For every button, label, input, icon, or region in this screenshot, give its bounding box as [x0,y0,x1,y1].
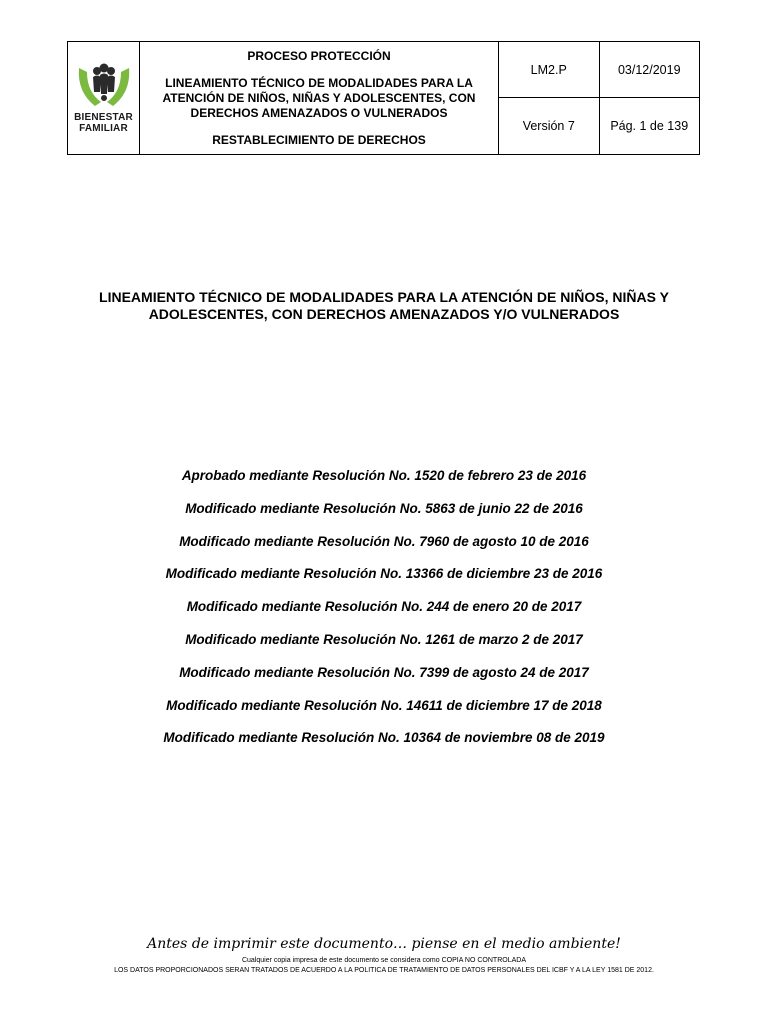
resolution-item: Modificado mediante Resolución No. 14611 de diciembre 17 de 2018 [166,697,602,713]
process-name: PROCESO PROTECCIÓN [247,48,391,63]
resolution-list [60,466,708,761]
copy-notice: Cualquier copia impresa de este documento se considera como COPIA NO CONTROLADA [241,957,526,964]
document-title: LINEAMIENTO TÉCNICO DE MODALIDADES PARA LA ATENCIÓN DE NIÑOS, NIÑAS Y ADOLESCENTES, CON DERECHOS AMENAZADOS Y/O VULNERADOS [99,289,669,322]
document-header-table [67,41,700,155]
resolution-item: Modificado mediante Resolución No. 5863 de junio 22 de 2016 [185,500,583,516]
resolution-item: Modificado mediante Resolución No. 13366 de diciembre 23 de 2016 [165,566,603,582]
document-version: Versión 7 [499,98,600,155]
family-hands-icon [75,62,133,112]
process-title-cell [140,42,499,155]
logo-cell [68,42,140,155]
page-number: Pág. 1 de 139 [599,98,700,155]
resolution-item: Modificado mediante Resolución No. 244 de enero 20 de 2017 [186,599,582,615]
logo-text-line2: FAMILIAR [79,123,128,134]
data-notice: LOS DATOS PROPORCIONADOS SERAN TRATADOS DE ACUERDO A LA POLITICA DE TRATAMIENTO DE DATOS PERSONALES DEL ICBF Y A LA LEY 1581 DE 2012. [114,967,654,974]
resolution-item: Modificado mediante Resolución No. 1261 de marzo 2 de 2017 [185,631,583,647]
resolution-item: Modificado mediante Resolución No. 10364 de noviembre 08 de 2019 [163,730,605,746]
resolution-item: Modificado mediante Resolución No. 7960 de agosto 10 de 2016 [179,533,589,549]
resolution-item: Modificado mediante Resolución No. 7399 de agosto 24 de 2017 [179,664,589,680]
header-title: LINEAMIENTO TÉCNICO DE MODALIDADES PARA LA ATENCIÓN DE NIÑOS, NIÑAS Y ADOLESCENTES, CON DERECHOS AMENAZADOS O VULNERADOS [162,75,476,120]
resolution-item: Aprobado mediante Resolución No. 1520 de febrero 23 de 2016 [181,468,587,483]
header-subtitle: RESTABLECIMIENTO DE DERECHOS [212,132,426,147]
document-date: 03/12/2019 [599,42,700,98]
footer-notices [90,956,678,976]
logo-text-line1: BIENESTAR [74,112,133,123]
document-code: LM2.P [499,42,600,98]
bienestar-familiar-logo [68,62,139,134]
footer-slogan: Antes de imprimir este documento… piense en el medio ambiente! [147,936,621,952]
